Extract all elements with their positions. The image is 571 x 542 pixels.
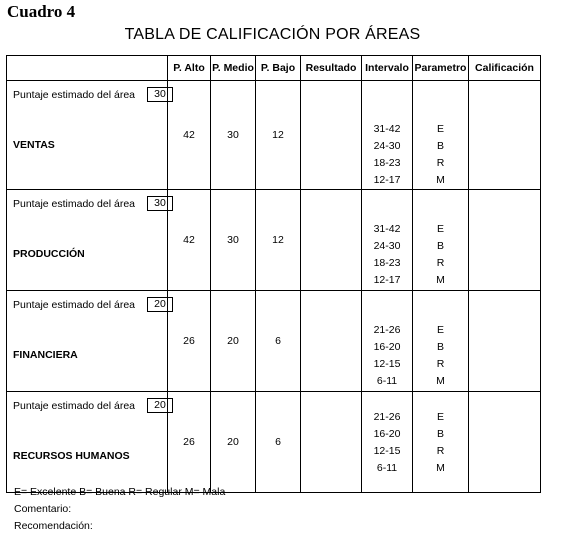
table-row xyxy=(7,81,541,190)
p-medio-cell: 30 xyxy=(211,190,256,291)
estimate-box: 20 xyxy=(147,398,173,413)
interval-value: 21-26 xyxy=(373,324,401,336)
area-cell xyxy=(7,291,168,392)
p-bajo-cell: 12 xyxy=(256,81,301,190)
column-header-area xyxy=(7,56,168,81)
p-bajo-cell: 6 xyxy=(256,291,301,392)
parameter-cell xyxy=(413,81,469,190)
rating-table xyxy=(6,55,541,493)
area-cell xyxy=(7,190,168,291)
parameter-value: M xyxy=(436,375,445,387)
calificacion-cell xyxy=(469,81,541,190)
notes-section xyxy=(14,484,225,535)
p-alto-cell: 42 xyxy=(168,81,211,190)
estimate-box: 30 xyxy=(147,196,173,211)
comment-label: Comentario: xyxy=(14,503,72,515)
interval-value: 6-11 xyxy=(376,375,398,387)
interval-value: 31-42 xyxy=(373,223,401,235)
column-header-parametro: Parametro xyxy=(413,56,469,81)
parameter-value: M xyxy=(436,174,445,186)
table-row xyxy=(7,291,541,392)
legend-text: E= Excelente B= Buena R= Regular M= Mala xyxy=(14,486,226,498)
area-cell xyxy=(7,81,168,190)
area-name: VENTAS xyxy=(13,139,55,151)
interval-value: 24-30 xyxy=(373,240,401,252)
caption: Cuadro 4 xyxy=(7,2,76,21)
parameter-value: E xyxy=(436,411,444,423)
parameter-value: R xyxy=(436,445,445,457)
parameter-value: E xyxy=(436,123,444,135)
interval-value: 12-15 xyxy=(373,445,401,457)
table-row xyxy=(7,392,541,493)
interval-value: 16-20 xyxy=(373,341,401,353)
interval-value: 18-23 xyxy=(373,157,401,169)
parameter-value: M xyxy=(436,462,445,474)
column-header-p-alto: P. Alto xyxy=(168,56,211,81)
p-medio-cell: 20 xyxy=(211,392,256,493)
calificacion-cell xyxy=(469,291,541,392)
column-header-p-bajo: P. Bajo xyxy=(256,56,301,81)
interval-value: 12-17 xyxy=(373,274,401,286)
interval-value: 24-30 xyxy=(373,140,401,152)
recommendation-label: Recomendación: xyxy=(14,520,93,532)
parameter-cell xyxy=(413,291,469,392)
p-bajo-cell: 12 xyxy=(256,190,301,291)
parameter-value: B xyxy=(436,428,444,440)
p-alto-cell: 42 xyxy=(168,190,211,291)
parameter-value: E xyxy=(436,324,444,336)
resultado-cell xyxy=(301,190,362,291)
interval-value: 16-20 xyxy=(373,428,401,440)
estimate-label: Puntaje estimado del área xyxy=(13,89,135,101)
parameter-value: B xyxy=(436,140,444,152)
area-name: FINANCIERA xyxy=(13,349,78,361)
estimate-label: Puntaje estimado del área xyxy=(13,198,135,210)
p-bajo-cell: 6 xyxy=(256,392,301,493)
parameter-value: B xyxy=(436,341,444,353)
resultado-cell xyxy=(301,291,362,392)
p-alto-cell: 26 xyxy=(168,392,211,493)
p-medio-cell: 20 xyxy=(211,291,256,392)
interval-value: 18-23 xyxy=(373,257,401,269)
p-alto-cell: 26 xyxy=(168,291,211,392)
column-header-intervalo: Intervalo xyxy=(362,56,413,81)
area-name: RECURSOS HUMANOS xyxy=(13,450,130,462)
table-row xyxy=(7,190,541,291)
page-title: TABLA DE CALIFICACIÓN POR ÁREAS xyxy=(124,26,421,43)
interval-cell xyxy=(362,190,413,291)
column-header-p-medio: P. Medio xyxy=(211,56,256,81)
parameter-cell xyxy=(413,190,469,291)
estimate-label: Puntaje estimado del área xyxy=(13,299,135,311)
parameter-value: R xyxy=(436,157,445,169)
interval-value: 12-17 xyxy=(373,174,401,186)
parameter-value: R xyxy=(436,257,445,269)
resultado-cell xyxy=(301,81,362,190)
parameter-value: M xyxy=(436,274,445,286)
column-header-calificacion: Calificación xyxy=(469,56,541,81)
interval-value: 12-15 xyxy=(373,358,401,370)
parameter-value: B xyxy=(436,240,444,252)
parameter-value: R xyxy=(436,358,445,370)
interval-cell xyxy=(362,291,413,392)
estimate-label: Puntaje estimado del área xyxy=(13,400,135,412)
resultado-cell xyxy=(301,392,362,493)
parameter-cell xyxy=(413,392,469,493)
calificacion-cell xyxy=(469,392,541,493)
area-cell xyxy=(7,392,168,493)
column-header-resultado: Resultado xyxy=(301,56,362,81)
table-header-row xyxy=(7,56,541,81)
interval-value: 31-42 xyxy=(373,123,401,135)
parameter-value: E xyxy=(436,223,444,235)
calificacion-cell xyxy=(469,190,541,291)
interval-cell xyxy=(362,392,413,493)
area-name: PRODUCCIÓN xyxy=(13,248,85,260)
estimate-box: 20 xyxy=(147,297,173,312)
interval-value: 21-26 xyxy=(373,411,401,423)
interval-value: 6-11 xyxy=(376,462,398,474)
interval-cell xyxy=(362,81,413,190)
estimate-box: 30 xyxy=(147,87,173,102)
p-medio-cell: 30 xyxy=(211,81,256,190)
